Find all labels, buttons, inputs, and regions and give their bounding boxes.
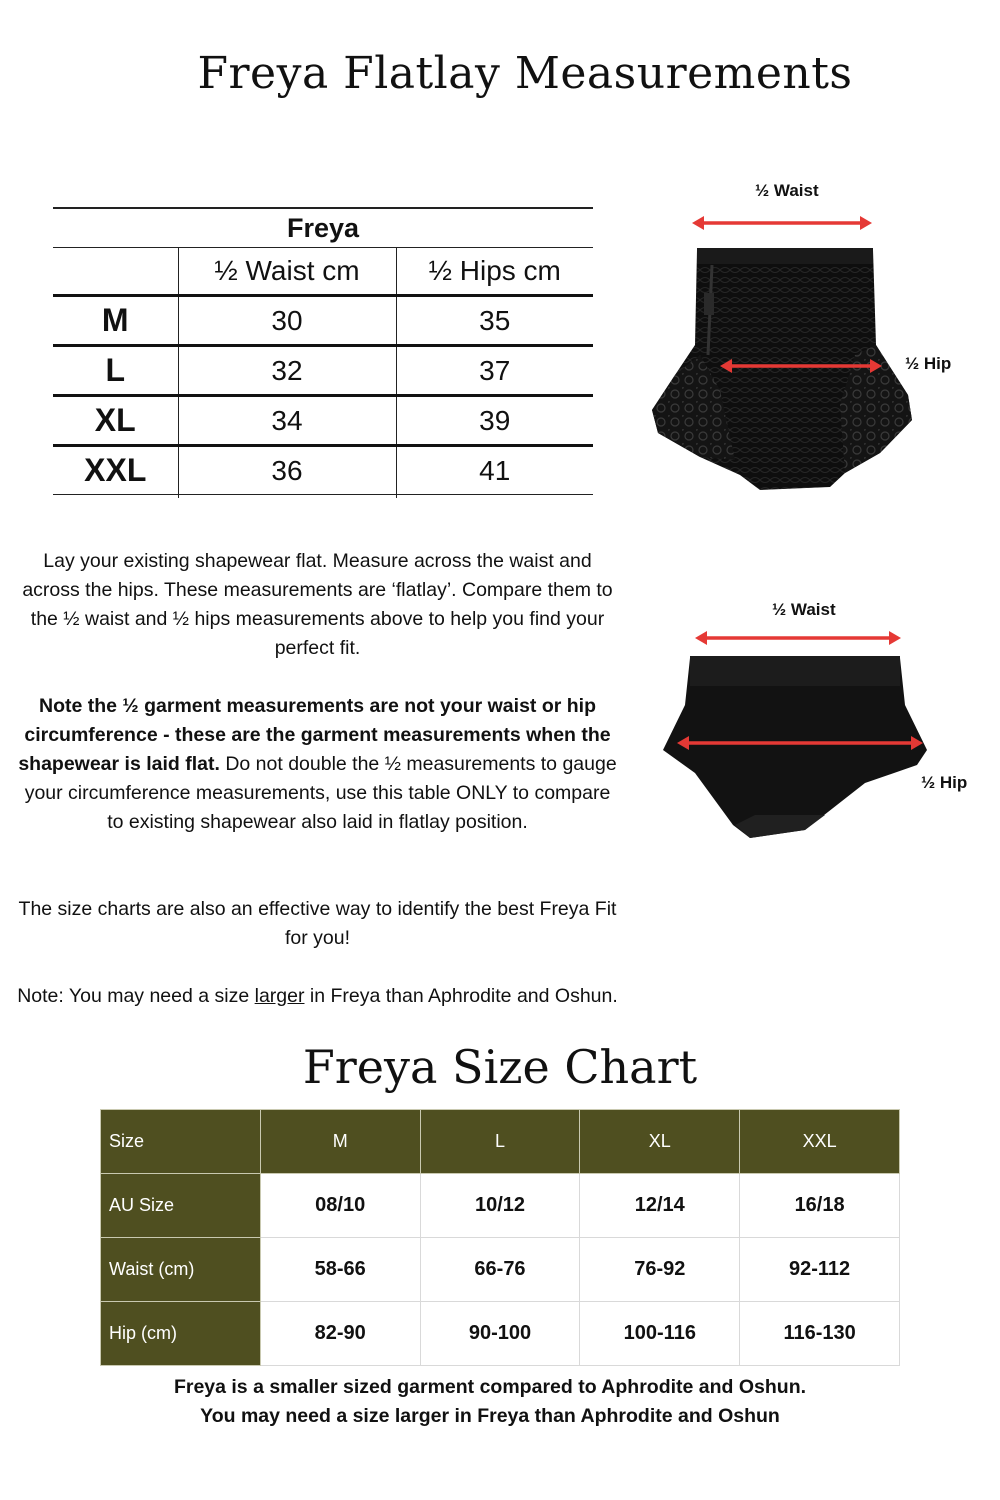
brief-image xyxy=(655,625,935,845)
row-label: Hip (cm) xyxy=(101,1302,261,1366)
footer-note xyxy=(0,1373,980,1431)
note-bold-text: Note the ½ garment measurements are not your waist or hip circumference - these are the garment measurements when the shapewear is laid flat. xyxy=(18,695,611,775)
size-note-end: in Freya than Aphrodite and Oshun. xyxy=(304,985,618,1007)
flatlay-size-cell: M xyxy=(53,296,178,346)
footer-line-1: Freya is a smaller sized garment compared to Aphrodite and Oshun. xyxy=(173,1376,807,1398)
size-chart-title: Freya Size Chart xyxy=(302,1040,698,1094)
flatlay-table-tail xyxy=(53,495,593,499)
table-row xyxy=(101,1238,900,1302)
table-cell: 08/10 xyxy=(260,1174,420,1238)
size-chart-header-cell: Size xyxy=(101,1110,261,1174)
table-cell: 90-100 xyxy=(420,1302,580,1366)
flatlay-waist-cell: 30 xyxy=(178,296,396,346)
table-row xyxy=(101,1302,900,1366)
note-paragraph xyxy=(15,692,620,837)
table-cell: 100-116 xyxy=(580,1302,740,1366)
table-row xyxy=(53,346,593,396)
size-note xyxy=(15,982,620,1011)
flatlay-waist-cell: 32 xyxy=(178,346,396,396)
flatlay-header-waist: ½ Waist cm xyxy=(178,248,396,296)
flatlay-hips-cell: 35 xyxy=(396,296,593,346)
size-note-underlined: larger xyxy=(254,985,305,1007)
flatlay-tail-cell xyxy=(178,495,396,499)
row-label: AU Size xyxy=(101,1174,261,1238)
flatlay-header-empty xyxy=(53,248,178,296)
size-chart-header-cell: M xyxy=(260,1110,420,1174)
size-chart-header-cell: XL xyxy=(580,1110,740,1174)
size-note-start: Note: You may need a size xyxy=(17,985,255,1007)
figure1-waist-arrow xyxy=(692,216,872,230)
table-cell: 66-76 xyxy=(420,1238,580,1302)
flatlay-tail-cell xyxy=(396,495,593,499)
figure1-waist-label: ½ Waist xyxy=(755,181,819,200)
flatlay-tail-cell xyxy=(53,495,178,499)
table-cell: 76-92 xyxy=(580,1238,740,1302)
flatlay-table-header-row xyxy=(53,248,593,296)
table-row xyxy=(101,1174,900,1238)
flatlay-hips-cell: 37 xyxy=(396,346,593,396)
flatlay-waist-cell: 34 xyxy=(178,396,396,446)
flatlay-size-cell: XL xyxy=(53,396,178,446)
flatlay-header-hips: ½ Hips cm xyxy=(396,248,593,296)
flatlay-table-title-row xyxy=(53,208,593,248)
table-cell: 10/12 xyxy=(420,1174,580,1238)
figure2-waist-arrow xyxy=(695,631,901,645)
flatlay-table-title: Freya xyxy=(53,208,593,248)
flatlay-hips-cell: 41 xyxy=(396,446,593,495)
flatlay-table xyxy=(53,207,593,498)
size-chart-header-cell: L xyxy=(420,1110,580,1174)
flatlay-size-cell: XXL xyxy=(53,446,178,495)
size-chart-header-cell: XXL xyxy=(740,1110,900,1174)
high-waist-shapewear-image xyxy=(640,205,930,500)
instruction-paragraph: Lay your existing shapewear flat. Measure across the waist and across the hips. These measurements are ‘flatlay’. Compare them to the ½ waist and ½ hips measurements above to help you find your perfect fit. xyxy=(22,550,613,659)
flatlay-waist-cell: 36 xyxy=(178,446,396,495)
table-cell: 116-130 xyxy=(740,1302,900,1366)
row-label: Waist (cm) xyxy=(101,1238,261,1302)
size-chart-header-row xyxy=(101,1110,900,1174)
size-chart-tip: The size charts are also an effective way to identify the best Freya Fit for you! xyxy=(18,898,617,949)
flatlay-hips-cell: 39 xyxy=(396,396,593,446)
flatlay-size-cell: L xyxy=(53,346,178,396)
table-cell: 58-66 xyxy=(260,1238,420,1302)
page-title: Freya Flatlay Measurements xyxy=(197,48,853,99)
footer-line-2: You may need a size larger in Freya than Aphrodite and Oshun xyxy=(200,1405,780,1427)
figure1-hip-label: ½ Hip xyxy=(905,354,952,373)
table-row xyxy=(53,296,593,346)
table-cell: 16/18 xyxy=(740,1174,900,1238)
figure2-hip-label: ½ Hip xyxy=(921,773,968,792)
figure2-waist-label: ½ Waist xyxy=(772,600,836,619)
table-cell: 12/14 xyxy=(580,1174,740,1238)
note-rest-text: Do not double the ½ measurements to gauge your circumference measurements, use this table ONLY to compare to existing shapewear also laid in flatlay position. xyxy=(24,753,617,833)
table-cell: 82-90 xyxy=(260,1302,420,1366)
table-row xyxy=(53,446,593,495)
table-cell: 92-112 xyxy=(740,1238,900,1302)
table-row xyxy=(53,396,593,446)
size-chart-table xyxy=(100,1109,900,1366)
